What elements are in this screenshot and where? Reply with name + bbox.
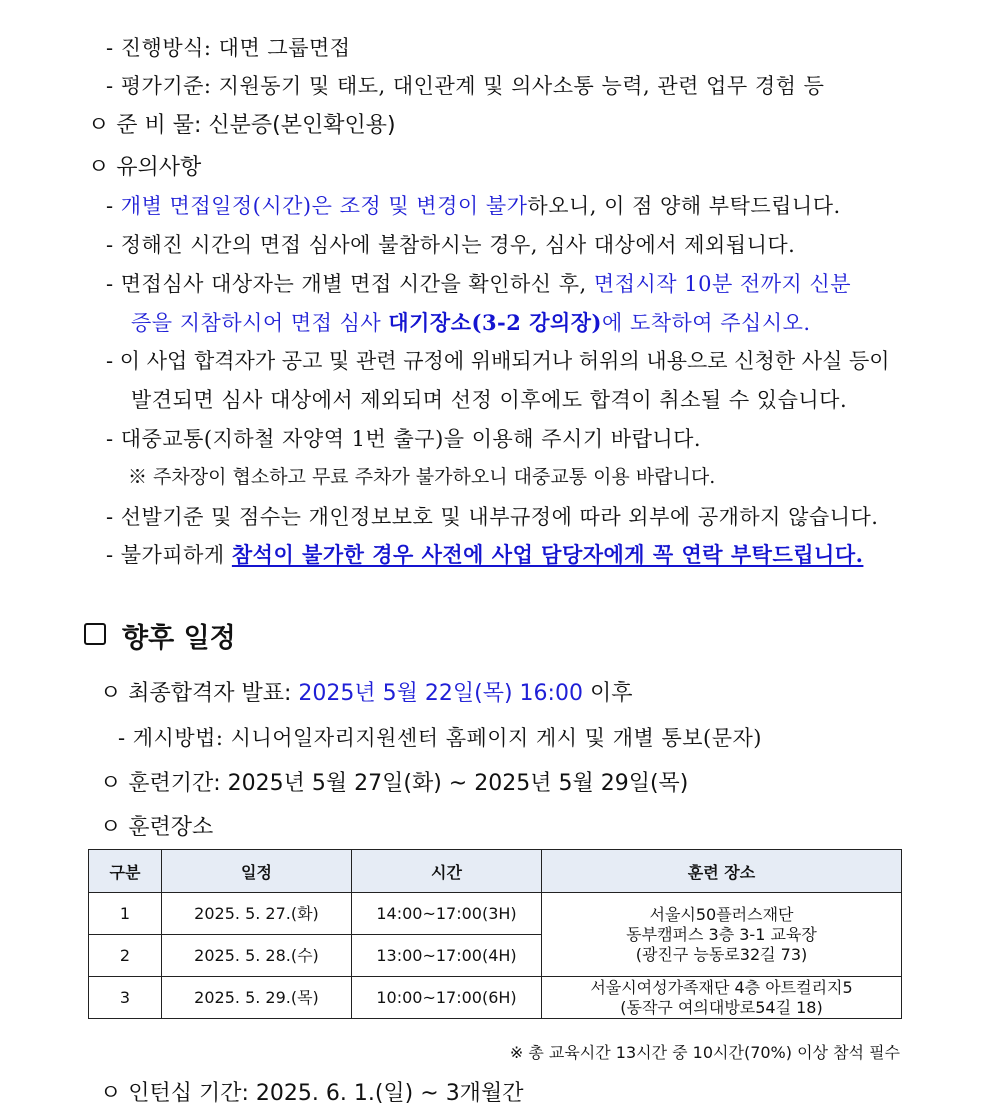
note-3b-end: 에 도착하여 주십시오. <box>601 311 811 335</box>
note-7 <box>106 539 863 569</box>
header-cell: 구분 <box>89 850 162 893</box>
training-period: ㅇ 훈련기간: 2025년 5월 27일(화) ~ 2025년 5월 29일(목) <box>100 771 689 796</box>
section-heading: 향후 일정 <box>122 623 236 654</box>
training-place: ㅇ 훈련장소 <box>100 815 214 840</box>
note-2: - 정해진 시간의 면접 심사에 불참하시는 경우, 심사 대상에서 제외됩니다. <box>106 233 796 257</box>
final-after: 이후 <box>582 681 633 706</box>
row-date: 2025. 5. 27.(화) <box>162 893 352 935</box>
row-no: 1 <box>89 893 162 935</box>
row-time: 14:00~17:00(3H) <box>352 893 542 935</box>
place-line: 서울시50플러스재단 <box>649 904 794 924</box>
note-4a: - 이 사업 합격자가 공고 및 관련 규정에 위배되거나 허위의 내용으로 신청한 사실 등이 <box>106 349 890 373</box>
note-3b-text: 증을 지참하시어 면접 심사 <box>131 311 389 335</box>
place-line: (동작구 여의대방로54길 18) <box>620 997 823 1017</box>
prep-bullet: ㅇ 준 비 물: 신분증(본인확인용) <box>88 113 396 138</box>
place-line: (광진구 능동로32길 73) <box>635 944 808 964</box>
row-no: 2 <box>89 935 162 977</box>
row-place <box>542 893 902 977</box>
header-cell: 시간 <box>352 850 542 893</box>
final-announcement <box>100 676 632 707</box>
final-label: ㅇ 최종합격자 발표: <box>100 681 299 706</box>
section-box-icon <box>84 623 106 645</box>
table-note: ※ 총 교육시간 13시간 중 10시간(70%) 이상 참석 필수 <box>509 1043 900 1062</box>
row-date: 2025. 5. 28.(수) <box>162 935 352 977</box>
row-time: 10:00~17:00(6H) <box>352 977 542 1019</box>
row-no: 3 <box>89 977 162 1019</box>
table-header-row <box>89 850 902 893</box>
note-3a-highlight: 면접시작 10분 전까지 신분 <box>593 272 852 296</box>
note-4b: 발견되면 심사 대상에서 제외되며 선정 이후에도 합격이 취소될 수 있습니다. <box>131 388 848 412</box>
row-place <box>542 977 902 1019</box>
note-3a-text: - 면접심사 대상자는 개별 면접 시간을 확인하신 후, <box>106 272 594 296</box>
note-5: - 대중교통(지하철 자양역 1번 출구)을 이용해 주시기 바랍니다. <box>106 427 702 451</box>
note-6: - 선발기준 및 점수는 개인정보보호 및 내부규정에 따라 외부에 공개하지 않습니다. <box>106 505 879 529</box>
contact-notice: 참석이 불가한 경우 사전에 사업 담당자에게 꼭 연락 부탁드립니다. <box>231 542 864 567</box>
note-1-dash: - <box>106 194 121 218</box>
internship-period: ㅇ 인턴십 기간: 2025. 6. 1.(일) ~ 3개월간 <box>100 1081 524 1106</box>
row-time: 13:00~17:00(4H) <box>352 935 542 977</box>
final-date: 2025년 5월 22일(목) 16:00 <box>298 681 583 706</box>
header-cell: 훈련 장소 <box>542 850 902 893</box>
note-3b <box>131 307 811 337</box>
place-line: 동부캠퍼스 3층 3-1 교육장 <box>626 924 817 944</box>
header-cell: 일정 <box>162 850 352 893</box>
table-row <box>89 893 902 935</box>
note-3a <box>106 268 851 298</box>
note-1-highlight: 개별 면접일정(시간)은 조정 및 변경이 불가 <box>120 194 528 218</box>
note-1 <box>106 190 841 220</box>
waiting-room: 대기장소(3-2 강의장) <box>388 310 602 335</box>
place-line: 서울시여성가족재단 4층 아트컬리지5 <box>590 977 853 997</box>
table-row <box>89 977 902 1019</box>
note-1-rest: 하오니, 이 점 양해 부탁드립니다. <box>527 194 841 218</box>
criteria-line: - 평가기준: 지원동기 및 태도, 대인관계 및 의사소통 능력, 관련 업무 경험 등 <box>106 74 825 98</box>
row-date: 2025. 5. 29.(목) <box>162 977 352 1019</box>
parking-note: ※ 주차장이 협소하고 무료 주차가 불가하오니 대중교통 이용 바랍니다. <box>128 466 716 488</box>
note-7-text: - 불가피하게 <box>106 543 232 567</box>
training-table <box>88 849 902 1019</box>
post-method: - 게시방법: 시니어일자리지원센터 홈페이지 게시 및 개별 통보(문자) <box>118 726 763 750</box>
method-line: - 진행방식: 대면 그룹면접 <box>106 36 351 60</box>
notes-bullet: ㅇ 유의사항 <box>88 155 202 180</box>
